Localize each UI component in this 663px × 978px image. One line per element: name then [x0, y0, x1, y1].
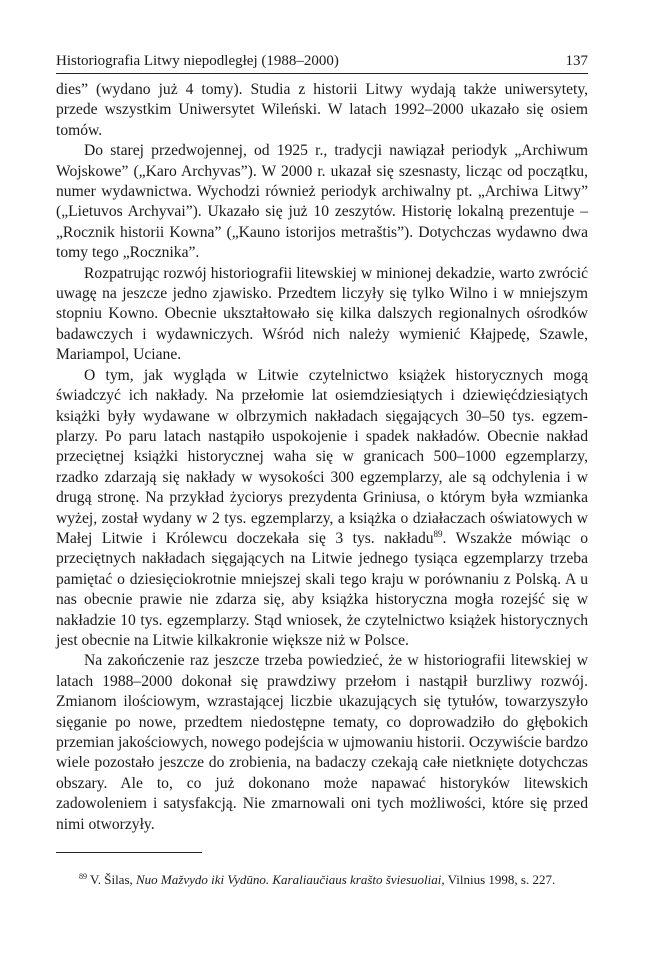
- page: [56, 52, 588, 835]
- running-header: [56, 52, 588, 74]
- footnote-publication: Vilnius 1998, s. 227.: [447, 872, 556, 887]
- footnote-author: V. Šilas,: [90, 872, 133, 887]
- footnote-reference: 89: [433, 528, 443, 539]
- footnote-separator: [56, 852, 202, 853]
- paragraph-1: dies” (wydano już 4 tomy). Studia z historii Litwy wydają także uniwersytety, przede wszystkim Uniwersytet Wileński. W latach 1992–2000 ukazało się osiem tomów.: [56, 81, 588, 139]
- running-title: Historiografia Litwy niepodległej (1988–2000): [56, 53, 339, 69]
- paragraph-4: [56, 366, 588, 652]
- body-text: [56, 80, 588, 835]
- footnote-number: 89: [79, 872, 87, 881]
- paragraph-2: Do starej przedwojennej, od 1925 r., tradycji nawiązał periodyk „Archiwum Wojskowe” („Karo Archyvas”). W 2000 r. ukazał się szesnasty, licząc od początku, numer wydawnictwa. Wychodzi również periodyk archiwalny pt. „Archiwa Litwy” („Lietuvos Archyvai”). Ukazało się już 10 zeszytów. Historię lokalną prezentuje – „Rocznik historii Kowna” („Kauno istorijos metraštis”). Dotychczas wydawno dwa tomy tego „Rocznika”.: [56, 142, 588, 262]
- paragraph-3: Rozpatrując rozwój historiografii litewskiej w minionej dekadzie, warto zwrócić uwagę na jeszcze jedno zjawisko. Przedtem liczyły się tylko Wilno i w mniejszym stopniu Kowno. Obecnie ukształtowało się kilka dalszych regionalnych ośrodków badawczych i wydawniczych. Wśród nich należy wymienić Kłajpedę, Szawle, Mariampol, Uciane.: [56, 264, 588, 364]
- paragraph-4-text-b: . Wszakże mówiąc o przeciętnych nakładach sięgających na Litwie jednego tysiąca egzemplarzy trzeba pamiętać o dziesięciokrotnie mniejszej skali tego kraju w porównaniu z Polską. A u nas obecnie prawie nie zdarza się, aby książka historyczna mogła rozejść się w nakładzie 10 tys. egzemplarzy. Stąd wniosek, że czytelnictwo książek historycznych jest obecnie na Litwie kilkakronie większe niż w Polsce.: [56, 529, 588, 649]
- page-number: 137: [565, 53, 588, 69]
- footnote: [56, 872, 588, 888]
- paragraph-4-text-a: O tym, jak wygląda w Litwie czytelnictwo książek historycznych mogą świadczyć ich nakłady. Na przełomie lat osiemdziesiątych i dziewięćdziesiątych książki były wydawane w olbrzymich nakładach sięgających 30–50 tys. egzemplarzy. Po paru latach nastąpiło uspokojenie i spadek nakładów. Obecnie nakład przeciętnej książki historycznej waha się w granicach 500–1000 egzemplarzy, rzadko zdarzają się nakłady w wysokości 300 egzemplarzy, ale są odchylenia i w drugą stronę. Na przykład życiorys prezydenta Griniusa, o którym była wzmianka wyżej, został wydany w 2 tys. egzemplarzy, a książka o działaczach oświatowych w Małej Litwie i Królewcu doczekała się 3 tys. nakładu: [56, 366, 588, 547]
- footnote-book-title: Nuo Mažvydo iki Vydūno. Karaliaučiaus krašto šviesuoliai,: [136, 872, 445, 887]
- paragraph-5: Na zakończenie raz jeszcze trzeba powiedzieć, że w historiografii litewskiej w latach 1988–2000 dokonał się prawdziwy przełom i nastąpił burzliwy rozwój. Zmianom ilościowym, wzrastającej liczbie ukazujących się tytułów, towarzyszyło sięganie po nowe, przedtem niedostępne tematy, co doprowadziło do głębokich przemian jakościowych, nowego podejścia w ujmowaniu historii. Oczywiście bardzo wiele pozostało jeszcze do zrobienia, na badaczy czekają całe nietknięte dotychczas obszary. Ale to, co już dokonano może napawać historyków litewskich zadowoleniem i satysfakcją. Nie zmarnowali oni tych możliwości, które się przed nimi otworzyły.: [56, 652, 588, 833]
